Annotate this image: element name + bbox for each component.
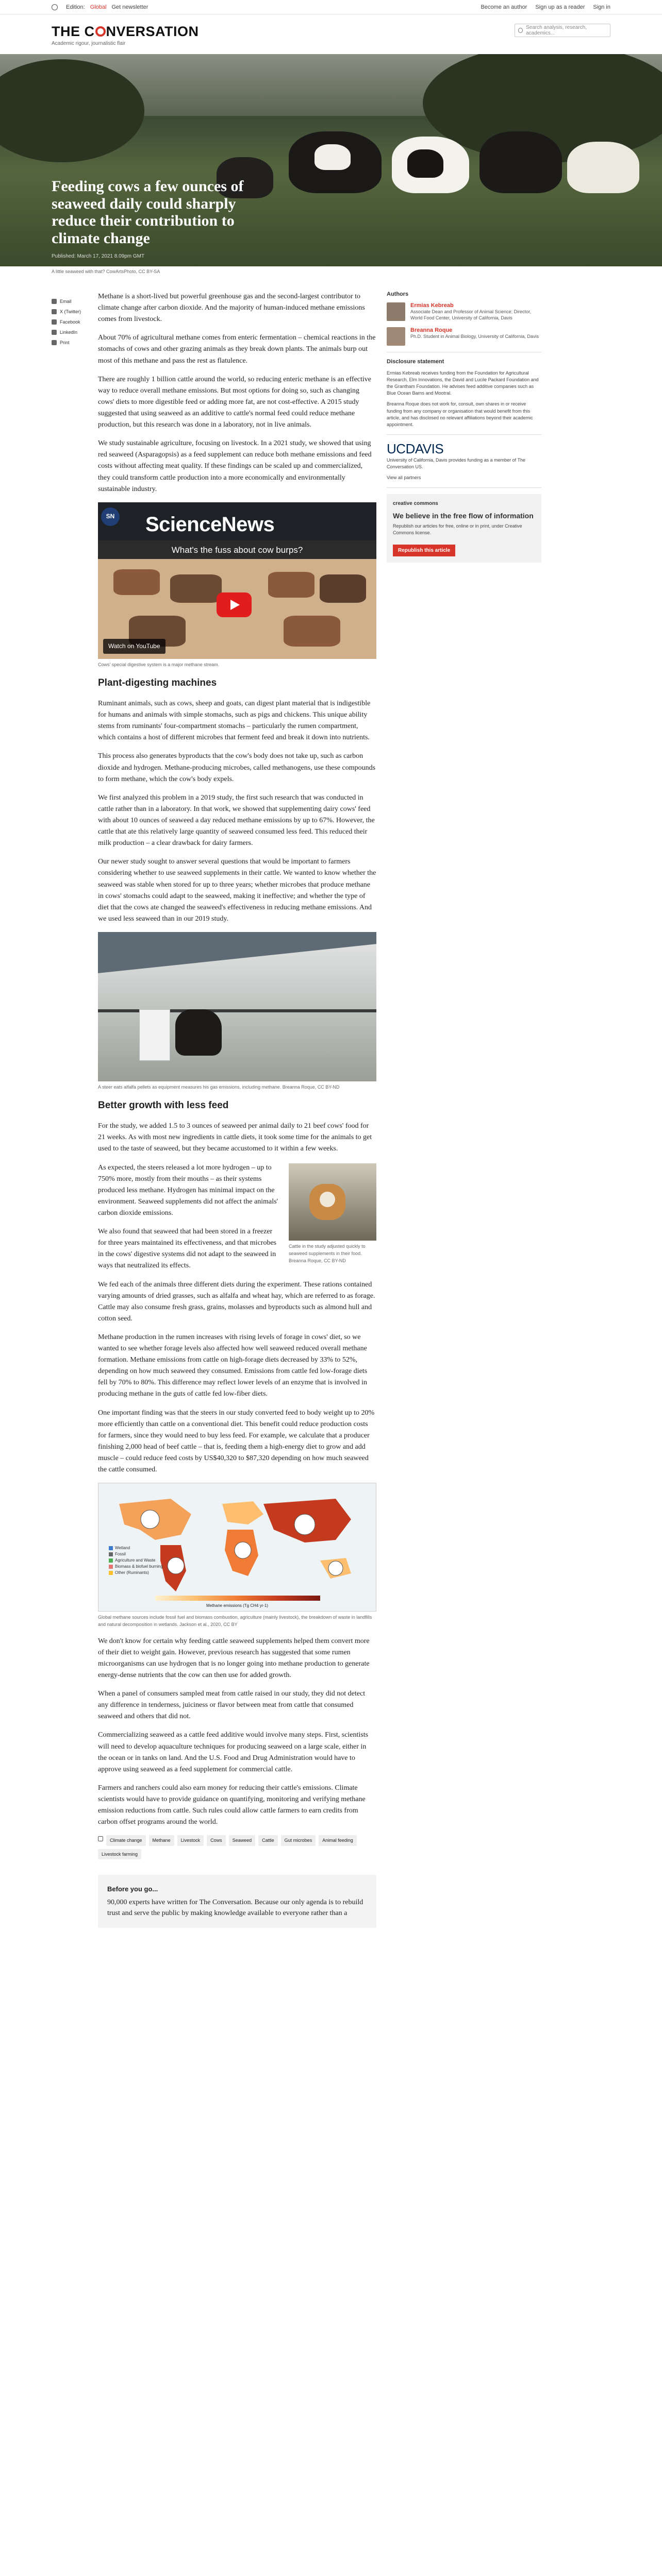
republish-headline: We believe in the free flow of information bbox=[393, 512, 534, 520]
search-icon bbox=[518, 28, 523, 33]
paragraph: About 70% of agricultural methane comes from enteric fermentation – chemical reactions in the stomachs of cows and other grazing animals as they break down plants. The animals burp out most of this methane and pass the rest as flatulence. bbox=[98, 334, 376, 365]
tag[interactable]: Gut microbes bbox=[281, 1835, 316, 1845]
video-caption: Cows' special digestive system is a major methane stream. bbox=[98, 662, 220, 667]
disclosure-text: Ermias Kebreab receives funding from the Foundation for Agricultural Research, Elm Innovations, the David and Lucile Packard Foundation and the Grantham Foundation. He advises feed additive companies such as Blue Ocean Barns and Mootral. bbox=[387, 370, 539, 396]
paragraph: Farmers and ranchers could also earn money for reducing their cattle's emissions. Climate scientists would have to provide guidance on quantifying, monitoring and verifying methane emission reductions from cattle. Such rules could allow cattle farmers to earn credits from carbon offset programs around the world. bbox=[98, 1784, 366, 1826]
before-you-go-title: Before you go... bbox=[107, 1885, 158, 1893]
paragraph: Methane production in the rumen increases with rising levels of forage in cows' diet, so we wanted to see whether forage levels also affected how well seaweed reduced overall methane formation. Methane emissions from cattle on high-forage diets decreased by 33% to 52%, depending on how much seaweed they consumed. Emissions from cattle fed low-forage diets fell by 70% to 80%. This difference may reflect lower levels of an enzyme that is involved in producing methane in the guts of cattle fed low-fiber diets. bbox=[98, 1333, 368, 1398]
sciencenews-logo: SN bbox=[101, 507, 120, 526]
paragraph: We don't know for certain why feeding cattle seaweed supplements helped them convert more of their diet to weight gain. However, previous research has suggested that some rumen microorganisms can use hydrogen that is no longer going into methane production to generate energy-dense nutrients that the cow can then use for added growth. bbox=[98, 1637, 370, 1680]
avatar bbox=[387, 327, 405, 346]
site-logo[interactable]: THE C NVERSATION bbox=[52, 24, 199, 39]
share-bar bbox=[52, 296, 93, 348]
cattle-photo bbox=[289, 1163, 376, 1241]
paragraph: Methane is a short-lived but powerful greenhouse gas and the second-largest contributor to climate change after carbon dioxide. And the majority of human-induced methane emissions comes from livestock. bbox=[98, 293, 365, 324]
author-role: Ph.D. Student in Animal Biology, University of California, Davis bbox=[410, 334, 539, 340]
republish-text: Republish our articles for free, online or in print, under Creative Commons license. bbox=[393, 523, 522, 536]
share-facebook[interactable]: Facebook bbox=[52, 317, 93, 327]
sign-in-link[interactable]: Sign in bbox=[593, 4, 610, 10]
ucdavis-logo[interactable]: UCDAVIS bbox=[387, 440, 444, 456]
watch-on-youtube-button[interactable]: Watch on YouTube bbox=[103, 639, 166, 654]
photo-caption: Cattle in the study adjusted quickly to seaweed supplements in their food. Breanna Roque, CC BY-ND bbox=[289, 1243, 366, 1263]
tag[interactable]: Cattle bbox=[258, 1835, 278, 1845]
search-input[interactable]: Search analysis, research, academics... bbox=[526, 25, 587, 36]
paragraph: We study sustainable agriculture, focusing on livestock. In a 2021 study, we showed that using red seaweed (Asparagopsis) as a feed supplement can reduce both methane emissions and feed costs without affecting meat quality. If these findings can be scaled up and commercialized, they could transform cattle production into a more economically and environmentally sustainable industry. bbox=[98, 439, 372, 493]
share-linkedin[interactable]: LinkedIn bbox=[52, 327, 93, 337]
tag[interactable]: Livestock bbox=[177, 1835, 204, 1845]
become-author-link[interactable]: Become an author bbox=[481, 4, 527, 10]
paragraph: We also found that seaweed that had been stored in a freezer for three years maintained its effectiveness, and that microbes in the cows' digestive systems did not adapt to the seaweed in ways that neutralized its effects. bbox=[98, 1228, 277, 1270]
share-email[interactable]: Email bbox=[52, 296, 93, 307]
twitter-icon bbox=[52, 309, 57, 314]
author-card[interactable] bbox=[387, 302, 541, 321]
facebook-icon bbox=[52, 319, 57, 325]
paragraph: Our newer study sought to answer several questions that would be important to farmers considering whether to use seaweed supplements in their cattle. We wanted to know whether the seaweed was stable when stored for up to three years; whether microbes that produce methane in cows' stomachs could adapt to the seaweed, making it ineffective; and whether the type of diet that the cows ate changed the seaweed's effectiveness in reducing methane emissions. And we used less seaweed than in our 2019 study. bbox=[98, 858, 376, 923]
paragraph: This process also generates byproducts that the cow's body does not take up, such as carbon dioxide and hydrogen. Methane-producing microbes, called methanogens, use these compounds to form methane, which the cow's body expels. bbox=[98, 752, 376, 783]
steer-feeding-photo bbox=[98, 932, 376, 1081]
site-header bbox=[0, 14, 662, 52]
section-heading: Plant-digesting machines bbox=[98, 677, 217, 688]
email-icon bbox=[52, 299, 57, 304]
tag[interactable]: Cows bbox=[207, 1835, 226, 1845]
edition-selector[interactable]: Global bbox=[90, 4, 107, 10]
tag[interactable]: Seaweed bbox=[229, 1835, 256, 1845]
search-box[interactable] bbox=[515, 24, 610, 37]
tag[interactable]: Methane bbox=[149, 1835, 174, 1845]
creative-commons-logo: creative commons bbox=[393, 500, 438, 506]
logo-ring-icon bbox=[95, 26, 106, 37]
globe-icon bbox=[52, 4, 58, 10]
author-card[interactable] bbox=[387, 327, 541, 346]
tag-icon bbox=[98, 1836, 103, 1841]
play-icon[interactable] bbox=[217, 592, 252, 617]
before-you-go-text: 90,000 experts have written for The Conversation. Because our only agenda is to rebuild trust and serve the public by making knowledge available to everyone rather than a bbox=[107, 1899, 363, 1918]
paragraph: There are roughly 1 billion cattle around the world, so reducing enteric methane is an effective way to reduce overall methane emissions. But most options for doing so, such as changing cows' diets to more digestible feed or adding more fat, are not cost-effective. A 2015 study suggested that using seaweed as an additive to cattle's normal feed could reduce methane production, but this research was done in a laboratory, not in live animals. bbox=[98, 375, 371, 429]
partner-text[interactable]: University of California, Davis provides funding as a member of The Conversation US. bbox=[387, 457, 525, 469]
article-title: Feeding cows a few ounces of seaweed daily could sharply reduce their contribution to climate change bbox=[52, 178, 244, 247]
tag[interactable]: Animal feeding bbox=[319, 1835, 357, 1845]
disclosure-text: Breanna Roque does not work for, consult, own shares in or receive funding from any company or organisation that would benefit from this article, and has disclosed no relevant affiliations beyond their academic appointment. bbox=[387, 401, 533, 427]
cattle-figure bbox=[289, 1163, 376, 1272]
sidebar bbox=[387, 291, 541, 563]
republish-button[interactable]: Republish this article bbox=[393, 545, 455, 556]
edition-label: Edition: bbox=[66, 4, 85, 10]
methane-sources-map bbox=[98, 1483, 376, 1612]
get-newsletter-link[interactable]: Get newsletter bbox=[111, 4, 148, 10]
photo-caption: A steer eats alfalfa pellets as equipment measures his gas emissions, including methane. Breanna Roque, CC BY-ND bbox=[98, 1084, 340, 1090]
map-legend: Wetland Fossil Agriculture and Waste Biomass & biofuel burning Other (Ruminants) bbox=[109, 1545, 163, 1576]
article-tags bbox=[98, 1835, 376, 1859]
disclosure-heading: Disclosure statement bbox=[387, 359, 444, 365]
avatar bbox=[387, 302, 405, 321]
republish-box bbox=[387, 494, 541, 563]
paragraph: When a panel of consumers sampled meat from cattle raised in our study, they did not detect any difference in tenderness, juiciness or flavor between meat from cattle that consumed seaweed and others that did not. bbox=[98, 1690, 366, 1721]
paragraph: We first analyzed this problem in a 2019 study, the first such research that was conducted in cattle rather than in a laboratory. In that work, we showed that supplementing dairy cows' feed with about 10 ounces of seaweed a day reduced methane emissions by up to 67%. However, the cattle that ate this relatively large quantity of seaweed consumed less feed. This reduced their milk production – a clear drawback for dairy farmers. bbox=[98, 793, 375, 848]
author-name[interactable]: Breanna Roque bbox=[410, 327, 453, 334]
author-name[interactable]: Ermias Kebreab bbox=[410, 302, 454, 309]
paragraph: Ruminant animals, such as cows, sheep and goats, can digest plant material that is indigestible for humans and animals with simple stomachs, such as pigs and chickens. This unique ability stems from ruminants' four-compartment stomachs – particularly the rumen compartment, which contains a host of different microbes that ferment feed and break it down into nutrients. bbox=[98, 699, 371, 742]
article-body bbox=[98, 291, 376, 1928]
video-title: What's the fuss about cow burps? bbox=[171, 545, 303, 555]
before-you-go-box bbox=[98, 1875, 376, 1928]
authors-heading: Authors bbox=[387, 291, 409, 297]
hero-image-credit: A little seaweed with that? CowArtsPhoto, CC BY-SA bbox=[52, 269, 160, 274]
video-brand: ScienceNews bbox=[145, 513, 275, 536]
paragraph: Commercializing seaweed as a cattle feed additive would involve many steps. First, scientists will need to develop aquaculture techniques for producing seaweed on a large scale, either in the ocean or in tanks on land. And the U.S. Food and Drug Administration would have to approve using seaweed as a feed supplement for commercial cattle. bbox=[98, 1731, 369, 1773]
site-tagline: Academic rigour, journalistic flair bbox=[52, 41, 126, 46]
linkedin-icon bbox=[52, 330, 57, 335]
paragraph: For the study, we added 1.5 to 3 ounces of seaweed per animal daily to 21 beef cows' food for 21 weeks. As with most new ingredients in cattle diets, it took some time for the animals to get used to the taste of seaweed, but they became accustomed to it within a few weeks. bbox=[98, 1122, 372, 1153]
paragraph: We fed each of the animals three different diets during the experiment. These rations contained varying amounts of dried grasses, such as alfalfa and wheat hay, which are referred to as forage. Cattle may also consume fresh grass, grains, molasses and byproducts such as almond hull and cotton seed. bbox=[98, 1280, 375, 1323]
tag[interactable]: Climate change bbox=[106, 1835, 146, 1845]
map-colorbar bbox=[155, 1596, 320, 1601]
section-heading: Better growth with less feed bbox=[98, 1100, 229, 1111]
published-date: Published: March 17, 2021 8.09pm GMT bbox=[52, 253, 145, 259]
view-all-partners-link[interactable]: View all partners bbox=[387, 474, 421, 480]
author-role: Associate Dean and Professor of Animal Science; Director, World Food Center, University of California, Davis bbox=[410, 309, 532, 321]
paragraph: As expected, the steers released a lot more hydrogen – up to 750% more, mostly from their mouths – as their systems produced less methane. Hydrogen has minimal impact on the environment. Seaweed supplements did not affect the animals' carbon dioxide emissions. bbox=[98, 1163, 278, 1217]
top-utility-bar bbox=[0, 0, 662, 14]
paragraph: One important finding was that the steers in our study converted feed to body weight up to 20% more efficiently than cattle on a conventional diet. This benefit could reduce production costs for farmers, since they would need to buy less feed. For example, we calculate that a producer finishing 2,000 head of beef cattle – that is, feeding them a high-energy diet to grow and add muscle – could reduce feed costs by US$40,320 to $87,320 depending on how much seaweed the cattle consumed. bbox=[98, 1409, 375, 1474]
video-embed[interactable] bbox=[98, 502, 376, 659]
map-axis-label: Methane emissions (Tg CH4 yr-1) bbox=[206, 1603, 269, 1608]
map-caption: Global methane sources include fossil fuel and biomass combustion, agriculture (mainly livestock), the breakdown of waste in landfills and natural decomposition in wetlands. Jackson et al., 2020, CC BY bbox=[98, 1615, 372, 1628]
tag[interactable]: Livestock farming bbox=[98, 1849, 141, 1859]
print-icon bbox=[52, 340, 57, 345]
share-twitter[interactable]: X (Twitter) bbox=[52, 307, 93, 317]
sign-up-link[interactable]: Sign up as a reader bbox=[535, 4, 585, 10]
share-print[interactable]: Print bbox=[52, 337, 93, 348]
